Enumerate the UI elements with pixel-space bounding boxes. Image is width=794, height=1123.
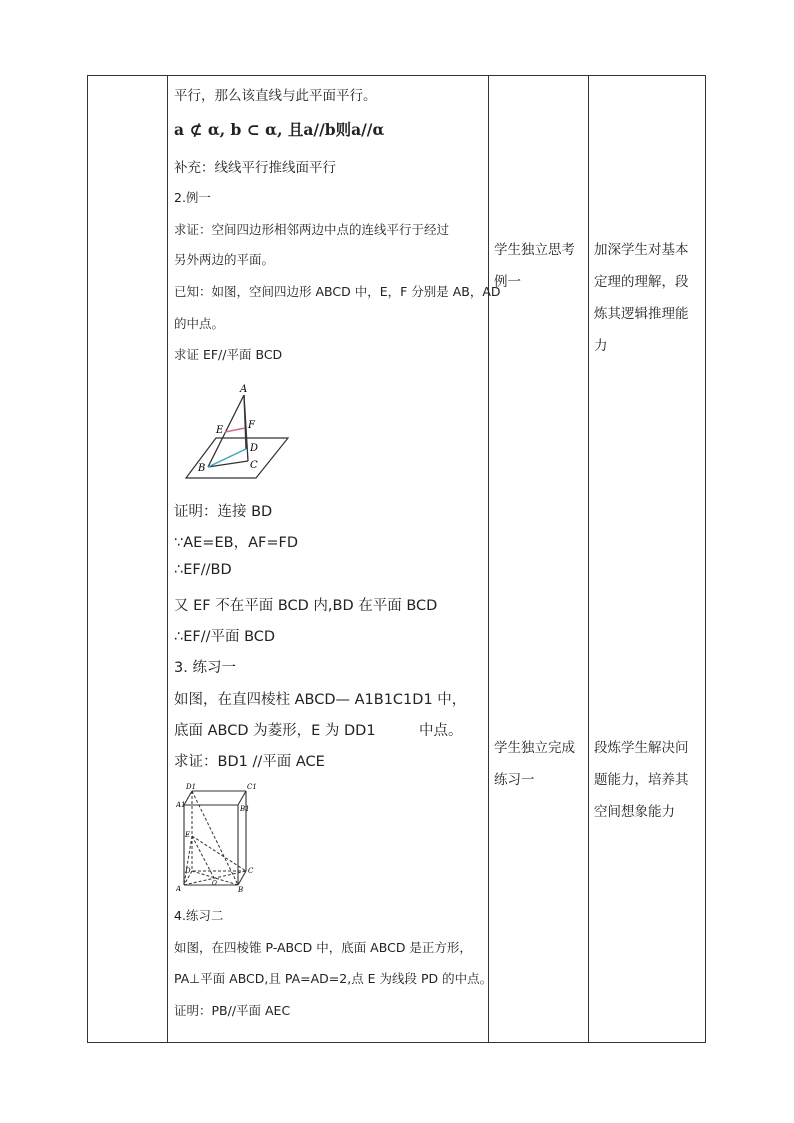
design-intent-exercise1	[594, 732, 704, 828]
content-line: 如图，在四棱锥 P-ABCD 中，底面 ABCD 是正方形，	[174, 940, 472, 955]
content-line: ∴EF//BD	[174, 562, 232, 578]
content-line: 求证 EF//平面 BCD	[174, 347, 283, 362]
column-divider-1	[167, 76, 168, 1042]
tetrahedron-figure	[176, 381, 296, 481]
activity-line: 练习一	[494, 772, 535, 788]
figure-label-a: A	[176, 885, 182, 893]
student-activity-exercise1	[494, 732, 584, 796]
figure-label-c1: C1	[247, 783, 257, 791]
intent-line: 空间想象能力	[594, 804, 675, 820]
content-line: 证明：PB//平面 AEC	[174, 1003, 291, 1018]
activity-line: 学生独立完成	[494, 740, 575, 756]
example-heading: 2.例一	[174, 190, 211, 205]
activity-line: 学生独立思考	[494, 242, 575, 258]
intent-line: 段炼学生解决问	[594, 740, 689, 756]
figure-label-a: A	[240, 384, 248, 395]
exercise-heading: 3. 练习一	[174, 660, 236, 676]
content-line: 的中点。	[174, 316, 225, 331]
figure-label-d: D	[250, 443, 259, 454]
content-line: 求证：BD1 //平面 ACE	[174, 754, 325, 770]
intent-line: 炼其逻辑推理能	[594, 306, 689, 322]
figure-label-e: E	[216, 425, 224, 436]
activity-line: 例一	[494, 274, 521, 290]
figure-label-e: E	[185, 831, 191, 839]
figure-label-a1: A1	[176, 801, 186, 809]
figure-label-c: C	[250, 460, 258, 471]
figure-label-o: O	[212, 880, 217, 887]
content-line: 如图，在直四棱柱 ABCD— A1B1C1D1 中，	[174, 692, 467, 708]
content-line: 求证：空间四边形相邻两边中点的连线平行于经过	[174, 222, 450, 237]
design-intent-example1	[594, 234, 704, 362]
theorem-formula: a ⊄ α, b ⊂ α, 且a//b则a//α	[174, 120, 385, 139]
content-line: 补充：线线平行推线面平行	[174, 160, 336, 176]
content-line: 又 EF 不在平面 BCD 内,BD 在平面 BCD	[174, 598, 438, 614]
content-line: 平行，那么该直线与此平面平行。	[174, 88, 377, 104]
content-line: 已知：如图，空间四边形 ABCD 中，E，F 分别是 AB，AD	[174, 284, 501, 299]
content-line: 底面 ABCD 为菱形，E 为 DD1 中点。	[174, 723, 463, 739]
figure-label-b1: B1	[240, 805, 250, 813]
content-line: ∵AE=EB，AF=FD	[174, 535, 298, 551]
content-line: ∴EF//平面 BCD	[174, 629, 276, 645]
intent-line: 定理的理解，段	[594, 274, 689, 290]
figure-label-b: B	[238, 886, 244, 893]
intent-line: 题能力，培养其	[594, 772, 689, 788]
figure-label-b: B	[198, 463, 206, 474]
intent-line: 加深学生对基本	[594, 242, 689, 258]
content-line: 证明：连接 BD	[174, 504, 273, 520]
figure-label-d1: D1	[186, 783, 197, 791]
content-line: 另外两边的平面。	[174, 252, 275, 267]
content-line: PA⊥平面 ABCD,且 PA=AD=2,点 E 为线段 PD 的中点。	[174, 971, 493, 986]
intent-line: 力	[594, 338, 608, 354]
figure-label-f: F	[248, 420, 255, 431]
column-divider-2	[488, 76, 489, 1042]
prism-figure	[176, 781, 261, 893]
figure-label-c: C	[248, 867, 254, 875]
column-divider-3	[588, 76, 589, 1042]
figure-label-d: D	[185, 867, 191, 875]
lesson-table	[87, 75, 706, 1043]
student-activity-example1	[494, 234, 584, 298]
exercise-heading: 4.练习二	[174, 908, 224, 923]
